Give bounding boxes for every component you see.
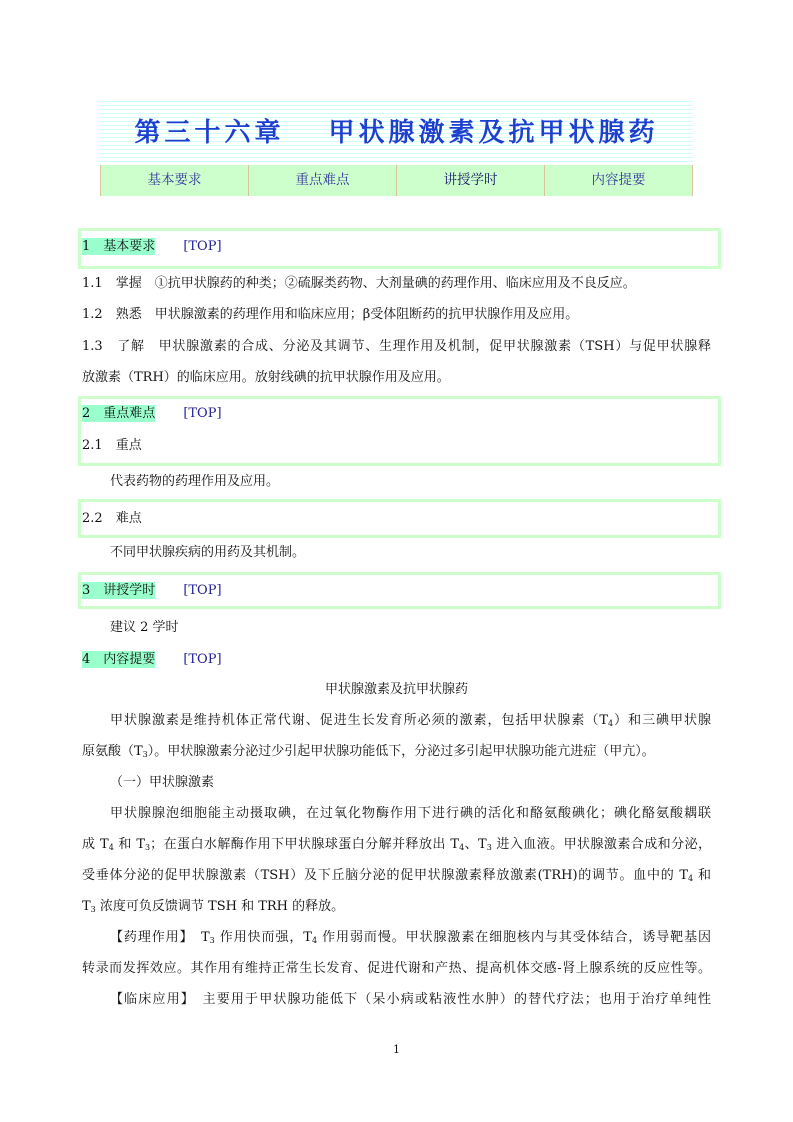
paragraph-line bbox=[82, 744, 655, 760]
text-run: 【临床应用】 主要用于甲状腺功能低下（呆小病或粘液性水肿）的替代疗法；也用于治疗单纯性 bbox=[110, 992, 711, 1007]
paragraph-line bbox=[82, 899, 344, 915]
text-run: 进入血液。甲状腺激素合成和分泌， bbox=[491, 837, 712, 852]
subscript: 4 bbox=[459, 843, 465, 852]
difficulties-text: 不同甲状腺疾病的用药及其机制。 bbox=[110, 545, 306, 560]
nav-basic-requirements[interactable]: 基本要求 bbox=[100, 165, 249, 196]
text-run: 甲状腺腺泡细胞能主动摄取碘，在过氧化物酶作用下进行碘的活化和酪氨酸碘化；碘化酪氨酸耦联 bbox=[110, 806, 711, 821]
paragraph-line bbox=[82, 837, 711, 853]
subsection-2-2-box bbox=[78, 499, 721, 538]
heading-label: 4 内容提要 bbox=[82, 652, 156, 667]
req-1-1: 1.1 掌握 ①抗甲状腺药的种类；②硫脲类药物、大剂量碘的药理作用、临床应用及不良反应。 bbox=[82, 276, 636, 291]
req-1-3: 1.3 了解 甲状腺激素的合成、分泌及其调节、生理作用及机制，促甲状腺激素（TSH）与促甲状腺释 bbox=[82, 339, 711, 354]
subheading-thyroid-hormone: （一）甲状腺激素 bbox=[110, 775, 215, 790]
subheading-2-2: 2.2 难点 bbox=[82, 511, 142, 526]
text-run: 和 bbox=[693, 868, 711, 883]
text-run: 浓度可负反馈调节 TSH 和 TRH 的释放。 bbox=[95, 899, 345, 914]
key-points-text: 代表药物的药理作用及应用。 bbox=[110, 474, 280, 489]
section-2-heading bbox=[82, 406, 222, 422]
chapter-number: 第三十六章 bbox=[134, 118, 285, 148]
chapter-banner bbox=[100, 98, 693, 164]
subscript: 4 bbox=[108, 843, 114, 852]
section-nav bbox=[100, 165, 693, 196]
chapter-name: 甲状腺激素及抗甲状腺药 bbox=[328, 118, 659, 148]
text-run: ；在蛋白水解酶作用下甲状腺球蛋白分解并释放出 T bbox=[150, 837, 460, 852]
nav-key-points[interactable]: 重点难点 bbox=[249, 165, 397, 196]
text-run: 原氨酸（T bbox=[82, 744, 143, 759]
top-link[interactable]: [TOP] bbox=[183, 583, 222, 598]
top-link[interactable]: [TOP] bbox=[183, 652, 222, 667]
text-run: 【药理作用】 T bbox=[110, 930, 210, 945]
section-1-heading bbox=[82, 239, 222, 255]
req-1-3-cont: 放激素（TRH）的临床应用。放射线碘的抗甲状腺作用及应用。 bbox=[82, 370, 450, 385]
req-1-2: 1.2 熟悉 甲状腺激素的药理作用和临床应用；β受体阻断药的抗甲状腺作用及应用。 bbox=[82, 307, 579, 322]
subscript: 3 bbox=[142, 750, 148, 759]
nav-teaching-hours[interactable]: 讲授学时 bbox=[397, 165, 545, 196]
top-link[interactable]: [TOP] bbox=[183, 239, 222, 254]
subscript: 3 bbox=[209, 936, 215, 945]
paragraph-line bbox=[82, 868, 711, 884]
heading-label: 1 基本要求 bbox=[82, 239, 156, 254]
subscript: 4 bbox=[608, 719, 614, 728]
text-run: ）和三碘甲状腺 bbox=[613, 713, 711, 728]
paragraph-line bbox=[110, 713, 711, 729]
heading-label: 3 讲授学时 bbox=[82, 583, 156, 598]
nav-content-summary[interactable]: 内容提要 bbox=[545, 165, 693, 196]
paragraph-line bbox=[110, 930, 711, 946]
text-run: 作用快而强，T bbox=[214, 930, 312, 945]
text-run: ）。甲状腺激素分泌过少引起甲状腺功能低下，分泌过多引起甲状腺功能亢进症（甲亢）。 bbox=[147, 744, 655, 759]
text-run: 甲状腺激素是维持机体正常代谢、促进生长发育所必须的激素，包括甲状腺素（T bbox=[110, 713, 609, 728]
paragraph-line bbox=[110, 992, 711, 1008]
paragraph-line bbox=[110, 806, 711, 822]
text-run: 、T bbox=[464, 837, 487, 852]
subscript: 3 bbox=[90, 905, 96, 914]
subscript: 4 bbox=[311, 936, 318, 945]
top-link[interactable]: [TOP] bbox=[183, 406, 222, 421]
text-run: 作用弱而慢。甲状腺激素在细胞核内与其受体结合，诱导靶基因 bbox=[317, 930, 712, 945]
subheading-2-1: 2.1 重点 bbox=[82, 438, 142, 453]
subscript: 3 bbox=[145, 843, 151, 852]
section-4-heading bbox=[82, 652, 222, 668]
paragraph-line bbox=[82, 961, 711, 977]
teaching-hours-text: 建议 2 学时 bbox=[110, 620, 179, 635]
text-run: 转录而发挥效应。其作用有维持正常生长发育、促进代谢和产热、提高机体交感-肾上腺系统的反应性等。 bbox=[82, 961, 711, 976]
heading-label: 2 重点难点 bbox=[82, 406, 156, 421]
section-3-heading bbox=[82, 583, 222, 599]
text-run: T bbox=[82, 899, 91, 914]
text-run: 受垂体分泌的促甲状腺激素（TSH）及下丘脑分泌的促甲状腺激素释放激素(TRH)的调节。血中的 T bbox=[82, 868, 689, 883]
text-run: 和 T bbox=[113, 837, 146, 852]
subscript: 3 bbox=[486, 843, 492, 852]
summary-title: 甲状腺激素及抗甲状腺药 bbox=[324, 682, 468, 697]
subscript: 4 bbox=[688, 874, 694, 883]
text-run: 成 T bbox=[82, 837, 109, 852]
chapter-title bbox=[100, 112, 693, 149]
page-number: 1 bbox=[393, 1043, 400, 1056]
